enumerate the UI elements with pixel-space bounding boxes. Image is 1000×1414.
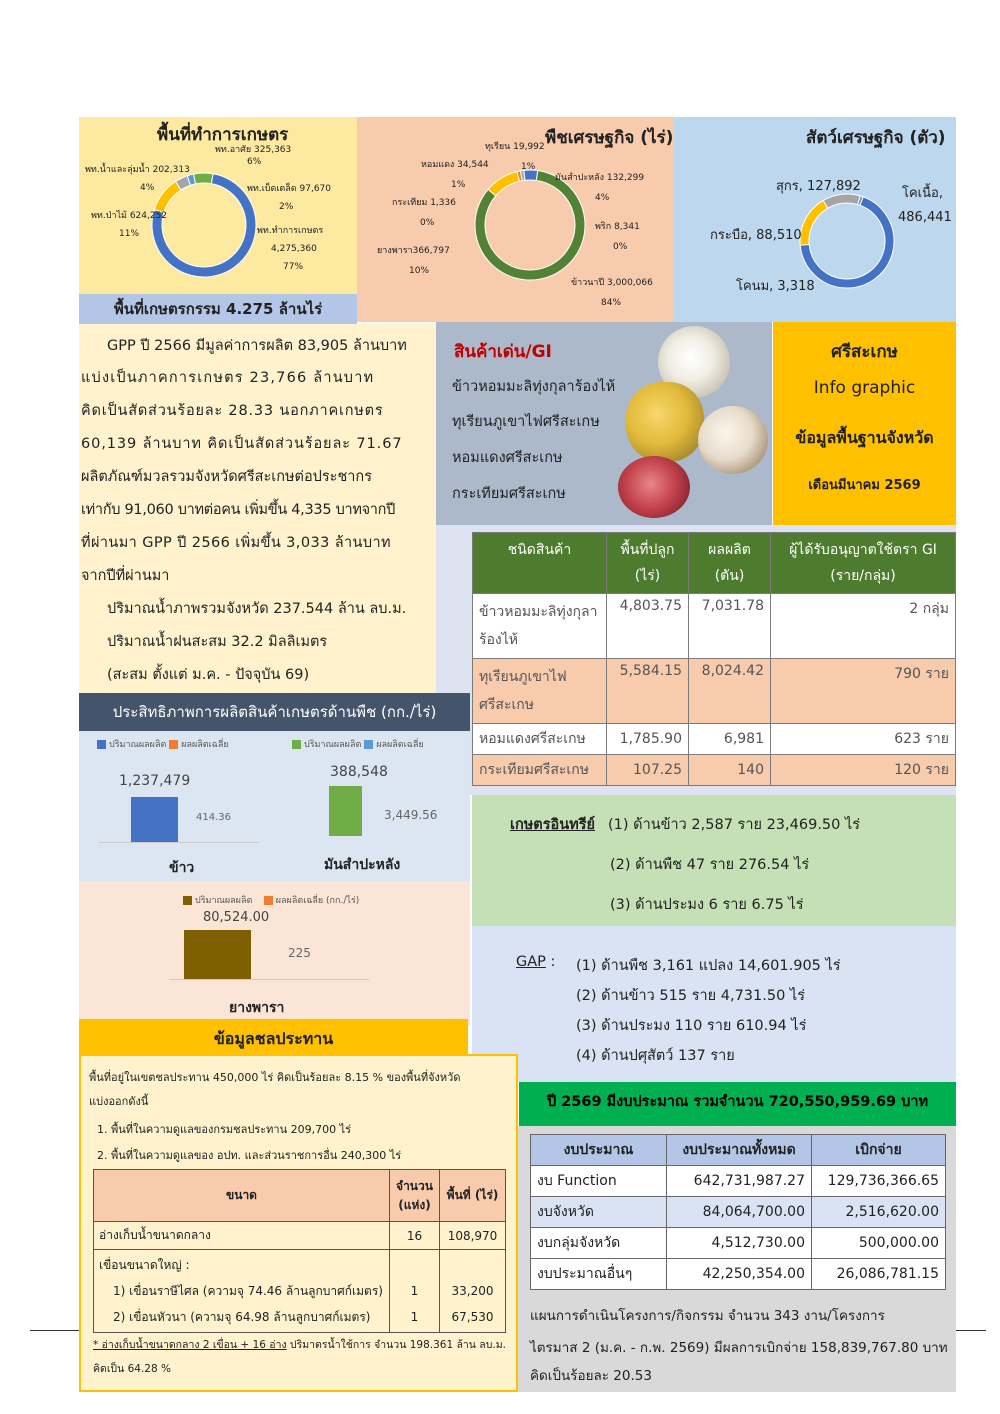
- table-row: [473, 659, 956, 724]
- reservoir-cell: เขื่อนขนาดใหญ่ : 1) เขื่อนราษีไศล (ความจุ 74.46 ล้านลูกบาศก์เมตร) 2) เขื่อนหัวนา (ความจุ 64.98 ล้านลูกบาศก์เมตร): [94, 1250, 390, 1333]
- livestock-label-beef-value: 486,441: [898, 210, 952, 225]
- gi-cell: 623 ราย: [771, 724, 956, 755]
- reservoir-cell: 1 1: [390, 1250, 440, 1333]
- gi-cell: กระเทียมศรีสะเกษ: [473, 755, 607, 786]
- budget-cell: งบกลุ่มจังหวัด: [531, 1228, 667, 1259]
- gi-cell: 790 ราย: [771, 659, 956, 724]
- budget-col-total: งบประมาณทั้งหมด: [667, 1135, 812, 1166]
- crop-title: พืชเศรษฐกิจ (ไร่): [545, 128, 674, 148]
- gi-cell: 1,785.90: [607, 724, 689, 755]
- rice-label: ข้าว: [169, 860, 195, 876]
- rice-chart: [79, 731, 278, 881]
- rubber-axis: [169, 979, 369, 980]
- water-total: ปริมาณน้ำภาพรวมจังหวัด 237.544 ล้าน ลบ.ม.: [107, 601, 407, 617]
- rice-qty-label: 1,237,479: [119, 773, 191, 789]
- table-row: [531, 1259, 946, 1290]
- gi-cell: 140: [689, 755, 771, 786]
- rice-legend: ปริมาณผลผลิต ผลผลิตเฉลี่ย: [97, 739, 229, 751]
- reservoir-cell: 16: [390, 1222, 440, 1250]
- irrigation-title: ข้อมูลชลประทาน: [79, 1019, 468, 1056]
- budget-cell: 84,064,700.00: [667, 1197, 812, 1228]
- livestock-label-beef: โคเนื้อ,: [902, 186, 943, 201]
- gi-item-shallot: หอมแดงศรีสะเกษ: [452, 450, 563, 466]
- gpp-panel: [79, 324, 436, 693]
- gi-col-area: พื้นที่ปลูก (ไร่): [607, 533, 689, 594]
- garlic-image: [698, 406, 768, 474]
- budget-header: [531, 1135, 946, 1166]
- donut-slice: [488, 172, 519, 196]
- gi-table-header: [473, 533, 956, 594]
- shallot-image: [618, 456, 690, 518]
- gi-panel: [436, 322, 772, 525]
- land-label-agri: พท.ทำการเกษตร 4,275,360 77%: [257, 226, 324, 272]
- rain-period: (สะสม ตั้งแต่ ม.ค. - ปัจจุบัน 69): [107, 667, 310, 683]
- page-rule-right: [956, 1330, 986, 1331]
- donut-slice: [823, 194, 860, 208]
- gi-item-garlic: กระเทียมศรีสะเกษ: [452, 486, 566, 502]
- budget-panel: [518, 1126, 956, 1392]
- gap-item-fishery: (3) ด้านประมง 110 ราย 610.94 ไร่: [576, 1018, 807, 1034]
- gi-cell: ข้าวหอมมะลิทุ่งกุลา ร้องไห้: [473, 594, 607, 659]
- gap-item-plant: (1) ด้านพืช 3,161 แปลง 14,601.905 ไร่: [576, 958, 841, 974]
- cassava-legend: ปริมาณผลผลิต ผลผลิตเฉลี่ย: [292, 739, 424, 751]
- cassava-avg-label: 3,449.56: [384, 808, 438, 822]
- gi-cell: 107.25: [607, 755, 689, 786]
- budget-col-disbursed: เบิกจ่าย: [812, 1135, 946, 1166]
- gpp-line-5: ผลิตภัณฑ์มวลรวมจังหวัดศรีสะเกษต่อประชากร: [81, 469, 372, 485]
- cassava-qty-label: 388,548: [330, 764, 388, 780]
- table-row: [473, 724, 956, 755]
- organic-item-rice: (1) ด้านข้าว 2,587 ราย 23,469.50 ไร่: [608, 817, 861, 833]
- reservoir-col-area: พื้นที่ (ไร่): [440, 1170, 506, 1222]
- efficiency-title: ประสิทธิภาพการผลิตสินค้าเกษตรด้านพืช (กก./ไร่): [79, 693, 470, 731]
- gi-cell: 6,981: [689, 724, 771, 755]
- gi-cell: 4,803.75: [607, 594, 689, 659]
- irrigation-panel: [79, 1054, 518, 1392]
- irrigation-intro2: แบ่งออกดังนี้: [89, 1095, 149, 1108]
- rubber-label: ยางพารา: [229, 1000, 285, 1016]
- durian-image: [626, 382, 704, 462]
- page-rule-left: [30, 1330, 79, 1331]
- table-row: [94, 1250, 506, 1333]
- table-row: [531, 1166, 946, 1197]
- rice-qty-bar: [131, 797, 178, 842]
- province-subtitle: ข้อมูลพื้นฐานจังหวัด: [795, 428, 934, 447]
- gi-item-durian: ทุเรียนภูเขาไฟศรีสะเกษ: [452, 414, 600, 430]
- gi-col-licensees: ผู้ได้รับอนุญาตใช้ตรา GI (ราย/กลุ่ม): [771, 533, 956, 594]
- gi-col-product: ชนิดสินค้า: [473, 533, 607, 594]
- gi-cell: 8,024.42: [689, 659, 771, 724]
- land-label-forest: พท.ป่าไม้ 624,252 11%: [91, 211, 168, 239]
- budget-note-3: คิดเป็นร้อยละ 20.53: [530, 1368, 652, 1384]
- infographic-label: Info graphic: [813, 378, 916, 398]
- gpp-line-3: คิดเป็นสัดส่วนร้อยละ 28.33 นอกภาคเกษตร: [81, 403, 384, 419]
- gap-panel: [472, 926, 956, 1082]
- budget-cell: งบ Function: [531, 1166, 667, 1197]
- gap-label: GAP :: [516, 954, 556, 970]
- land-title: พื้นที่ทำการเกษตร: [157, 125, 289, 145]
- budget-cell: 2,516,620.00: [812, 1197, 946, 1228]
- land-label-water: พท.น้ำและลุ่มน้ำ 202,313 4%: [85, 165, 190, 193]
- cassava-chart: [278, 731, 470, 881]
- reservoir-col-size: ขนาด: [94, 1170, 390, 1222]
- livestock-label-dairy: โคนม, 3,318: [736, 279, 815, 294]
- table-row: [94, 1222, 506, 1250]
- gpp-line-8: จากปีที่ผ่านมา: [81, 568, 170, 584]
- cassava-qty-bar: [329, 786, 362, 836]
- rice-axis: [99, 842, 259, 843]
- rice-avg-label: 414.36: [196, 812, 231, 823]
- land-label-residential: พท.อาศัย 325,363 6%: [215, 145, 292, 167]
- livestock-label-pig: สุกร, 127,892: [776, 179, 861, 194]
- budget-cell: 642,731,987.27: [667, 1166, 812, 1197]
- gi-item-rice: ข้าวหอมมะลิทุ่งกุลาร้องไห้: [452, 379, 616, 395]
- gi-cell: 2 กลุ่ม: [771, 594, 956, 659]
- gap-item-livestock: (4) ด้านปศุสัตว์ 137 ราย: [576, 1048, 735, 1064]
- gi-cell: หอมแดงศรีสะเกษ: [473, 724, 607, 755]
- rubber-qty-label: 80,524.00: [203, 910, 270, 925]
- rubber-legend: ปริมาณผลผลิต ผลผลิตเฉลี่ย (กก./ไร่): [183, 895, 359, 907]
- livestock-title: สัตว์เศรษฐกิจ (ตัว): [806, 128, 946, 148]
- gi-cell: 7,031.78: [689, 594, 771, 659]
- crop-label-shallot: หอมแดง 34,544 1%: [421, 160, 489, 190]
- donut-slice: [194, 173, 213, 184]
- rain-total: ปริมาณน้ำฝนสะสม 32.2 มิลลิเมตร: [107, 634, 328, 650]
- table-row: [531, 1228, 946, 1259]
- reservoir-table: [93, 1169, 506, 1333]
- gi-cell: 5,584.15: [607, 659, 689, 724]
- land-panel: [79, 117, 357, 324]
- crop-label-garlic: กระเทียม 1,336 0%: [392, 198, 456, 228]
- budget-cell: 42,250,354.00: [667, 1259, 812, 1290]
- reservoir-col-count: จำนวน (แห่ง): [390, 1170, 440, 1222]
- budget-cell: 26,086,781.15: [812, 1259, 946, 1290]
- gi-cell: ทุเรียนภูเขาไฟ ศรีสะเกษ: [473, 659, 607, 724]
- irrigation-note: * อ่างเก็บน้ำขนาดกลาง 2 เขื่อน + 16 อ่าง ปริมาตรน้ำใช้การ จำนวน 198.361 ล้าน ลบ.ม.: [93, 1339, 507, 1351]
- gi-title: สินค้าเด่น/GI: [454, 342, 552, 362]
- irrigation-note2: คิดเป็น 64.28 %: [93, 1363, 171, 1375]
- budget-title: ปี 2569 มีงบประมาณ รวมจำนวน 720,550,959.69 บาท: [519, 1082, 956, 1126]
- gpp-line-1: GPP ปี 2566 มีมูลค่าการผลิต 83,905 ล้านบาท: [107, 338, 407, 354]
- gpp-line-6: เท่ากับ 91,060 บาทต่อคน เพิ่มขึ้น 4,335 บาทจากปี: [81, 502, 395, 518]
- budget-col-type: งบประมาณ: [531, 1135, 667, 1166]
- crop-label-cassava: มันสำปะหลัง 132,299 4%: [555, 173, 645, 203]
- organic-item-fishery: (3) ด้านประมง 6 ราย 6.75 ไร่: [610, 897, 804, 913]
- donut-slice: [800, 200, 828, 245]
- gap-item-rice: (2) ด้านข้าว 515 ราย 4,731.50 ไร่: [576, 988, 806, 1004]
- budget-cell: 4,512,730.00: [667, 1228, 812, 1259]
- reservoir-cell: 108,970: [440, 1222, 506, 1250]
- gpp-line-7: ที่ผ่านมา GPP ปี 2566 เพิ่มขึ้น 3,033 ล้านบาท: [81, 535, 391, 551]
- province-name: ศรีสะเกษ: [831, 342, 898, 362]
- irrigation-item2: 2. พื้นที่ในความดูแลของ อปท. และส่วนราชการอื่น 240,300 ไร่: [97, 1149, 402, 1162]
- cassava-label: มันสำปะหลัง: [324, 857, 401, 873]
- gpp-line-4: 60,139 ล้านบาท คิดเป็นสัดส่วนร้อยละ 71.67: [81, 436, 403, 452]
- organic-item-plant: (2) ด้านพืช 47 ราย 276.54 ไร่: [610, 857, 810, 873]
- land-label-misc: พท.เบ็ดเตล็ด 97,670 2%: [247, 184, 331, 212]
- gi-table: [472, 532, 956, 786]
- crop-panel: [357, 117, 674, 322]
- reservoir-cell: อ่างเก็บน้ำขนาดกลาง: [94, 1222, 390, 1250]
- rubber-qty-bar: [184, 930, 251, 979]
- livestock-panel: [674, 117, 956, 322]
- crop-label-durian: ทุเรียน 19,992 1%: [485, 142, 545, 172]
- crop-label-chili: พริก 8,341 0%: [595, 222, 640, 252]
- province-panel: [773, 322, 956, 525]
- livestock-label-buffalo: กระบือ, 88,510: [710, 228, 802, 243]
- gi-cell: 120 ราย: [771, 755, 956, 786]
- gpp-line-2: แบ่งเป็นภาคการเกษตร 23,766 ล้านบาท: [81, 370, 375, 386]
- irrigation-intro: พื้นที่อยู่ในเขตชลประทาน 450,000 ไร่ คิดเป็นร้อยละ 8.15 % ของพื้นที่จังหวัด: [89, 1071, 461, 1084]
- rubber-avg-label: 225: [288, 946, 311, 960]
- crop-label-rice: ข้าวนาปี 3,000,066 84%: [571, 278, 653, 308]
- rubber-chart: [79, 881, 470, 1018]
- budget-cell: งบจังหวัด: [531, 1197, 667, 1228]
- reservoir-header: [94, 1170, 506, 1222]
- irrigation-item1: 1. พื้นที่ในความดูแลของกรมชลประทาน 209,700 ไร่: [97, 1123, 352, 1136]
- crop-label-rubber: ยางพารา366,797 10%: [377, 246, 450, 276]
- organic-panel: [472, 795, 956, 926]
- table-row: [473, 594, 956, 659]
- budget-note-2: ไตรมาส 2 (ม.ค. - ก.พ. 2569) มีผลการเบิกจ่าย 158,839,767.80 บาท: [530, 1340, 948, 1356]
- budget-cell: 500,000.00: [812, 1228, 946, 1259]
- gi-col-yield: ผลผลิต (ตัน): [689, 533, 771, 594]
- table-row: [531, 1197, 946, 1228]
- budget-table: [530, 1134, 946, 1290]
- budget-note-1: แผนการดำเนินโครงการ/กิจกรรม จำนวน 343 งาน/โครงการ: [530, 1308, 885, 1324]
- budget-cell: งบประมาณอื่นๆ: [531, 1259, 667, 1290]
- report-month: เดือนมีนาคม 2569: [808, 478, 921, 493]
- budget-cell: 129,736,366.65: [812, 1166, 946, 1197]
- reservoir-cell: 33,200 67,530: [440, 1250, 506, 1333]
- organic-label: เกษตรอินทรีย์: [510, 817, 595, 833]
- table-row: [473, 755, 956, 786]
- land-footer: พื้นที่เกษตรกรรม 4.275 ล้านไร่: [79, 294, 357, 324]
